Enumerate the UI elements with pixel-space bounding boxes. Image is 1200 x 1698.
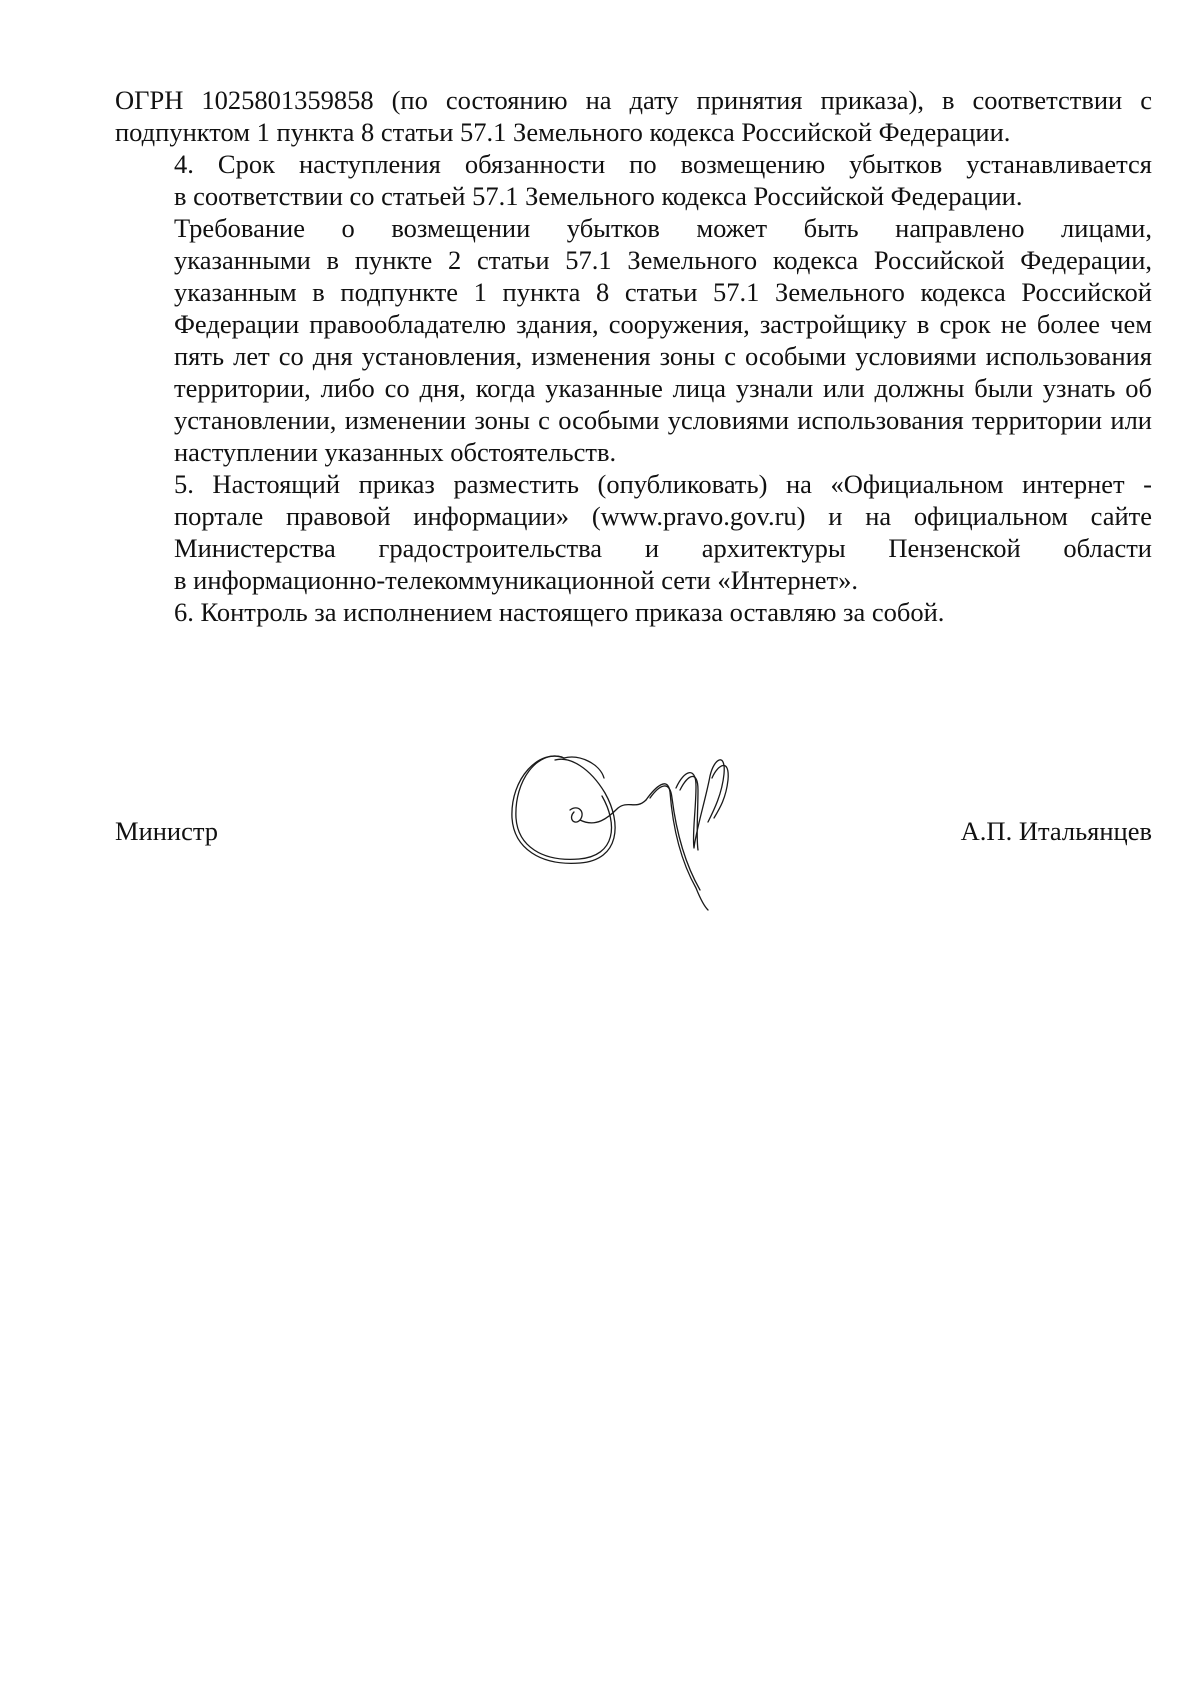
text-line: указанными в пункте 2 статьи 57.1 Земельного кодекса Российской Федерации, <box>174 245 1152 275</box>
text-line: 6. Контроль за исполнением настоящего приказа оставляю за собой. <box>174 597 945 627</box>
text-line: ОГРН 1025801359858 (по состоянию на дату принятия приказа), в соответствии с <box>115 85 1152 115</box>
text-line: Требование о возмещении убытков может быть направлено лицами, <box>174 213 1152 243</box>
text-line: 4. Срок наступления обязанности по возмещению убытков устанавливается <box>174 149 1152 179</box>
text-line: указанным в подпункте 1 пункта 8 статьи 57.1 Земельного кодекса Российской <box>174 277 1152 307</box>
text-line: в соответствии со статьей 57.1 Земельного кодекса Российской Федерации. <box>174 181 1023 211</box>
paragraph-item-5 <box>115 468 1152 596</box>
signature-block <box>115 738 1152 918</box>
text-line: наступлении указанных обстоятельств. <box>174 437 617 467</box>
text-line: портале правовой информации» (www.pravo.gov.ru) и на официальном сайте <box>174 501 1152 531</box>
text-line: Федерации правообладателю здания, сооружения, застройщику в срок не более чем <box>174 309 1152 339</box>
text-line: установлении, изменении зоны с особыми условиями использования территории или <box>174 405 1152 435</box>
paragraph-ogrn-continuation <box>115 84 1152 148</box>
text-line: подпунктом 1 пункта 8 статьи 57.1 Земельного кодекса Российской Федерации. <box>115 117 1011 147</box>
signatory-title: Министр <box>115 816 219 846</box>
text-line: пять лет со дня установления, изменения зоны с особыми условиями использования <box>174 341 1152 371</box>
document-body <box>115 84 1152 628</box>
handwritten-signature <box>500 738 770 923</box>
text-line: 5. Настоящий приказ разместить (опубликовать) на «Официальном интернет - <box>174 469 1152 499</box>
signatory-name: А.П. Итальянцев <box>960 816 1152 846</box>
paragraph-item-6 <box>115 596 1152 628</box>
text-line: Министерства градостроительства и архитектуры Пензенской области <box>174 533 1152 563</box>
text-line: в информационно-телекоммуникационной сети «Интернет». <box>174 565 858 595</box>
text-line: территории, либо со дня, когда указанные лица узнали или должны были узнать об <box>174 373 1152 403</box>
paragraph-item-4 <box>115 148 1152 212</box>
paragraph-requirement <box>115 212 1152 468</box>
